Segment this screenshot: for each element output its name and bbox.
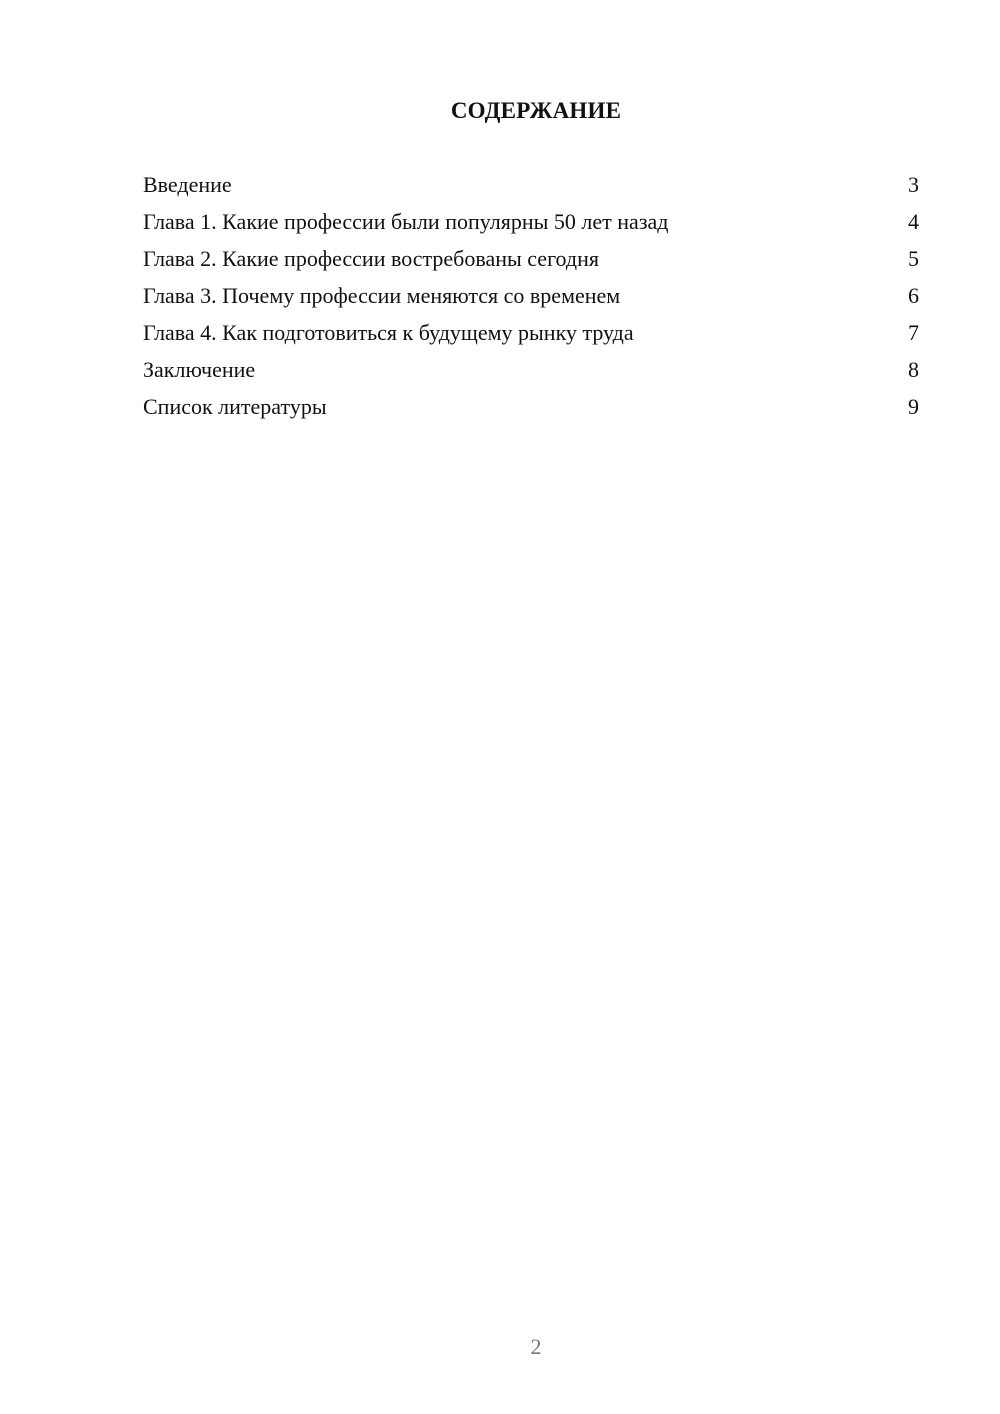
toc-entry-label: Введение <box>143 172 232 197</box>
toc-entry-page: 6 <box>908 283 919 308</box>
toc-entry-conclusion <box>143 355 919 392</box>
toc-entry-label: Список литературы <box>143 394 327 419</box>
toc-entry-label: Заключение <box>143 357 256 382</box>
page-number: 2 <box>530 1334 542 1359</box>
toc-entry-chapter-4 <box>143 318 919 355</box>
toc-entry-label: Глава 2. Какие профессии востребованы сегодня <box>143 246 599 271</box>
toc-entry-chapter-2 <box>143 244 919 281</box>
toc-entry-chapter-3 <box>143 281 919 318</box>
toc-entry-page: 8 <box>908 357 919 382</box>
toc-entry-page: 9 <box>908 394 919 419</box>
toc-entry-page: 7 <box>908 320 919 345</box>
toc-entry-page: 4 <box>908 209 919 234</box>
table-of-contents <box>143 170 919 429</box>
toc-entry-references <box>143 392 919 429</box>
toc-entry-label: Глава 1. Какие профессии были популярны 50 лет назад <box>143 209 669 234</box>
toc-entry-introduction <box>143 170 919 207</box>
page-title: СОДЕРЖАНИЕ <box>450 98 622 123</box>
toc-entry-label: Глава 3. Почему профессии меняются со временем <box>143 283 621 308</box>
toc-entry-chapter-1 <box>143 207 919 244</box>
toc-entry-page: 5 <box>908 246 919 271</box>
toc-entry-page: 3 <box>908 172 919 197</box>
toc-entry-label: Глава 4. Как подготовиться к будущему рынку труда <box>143 320 634 345</box>
